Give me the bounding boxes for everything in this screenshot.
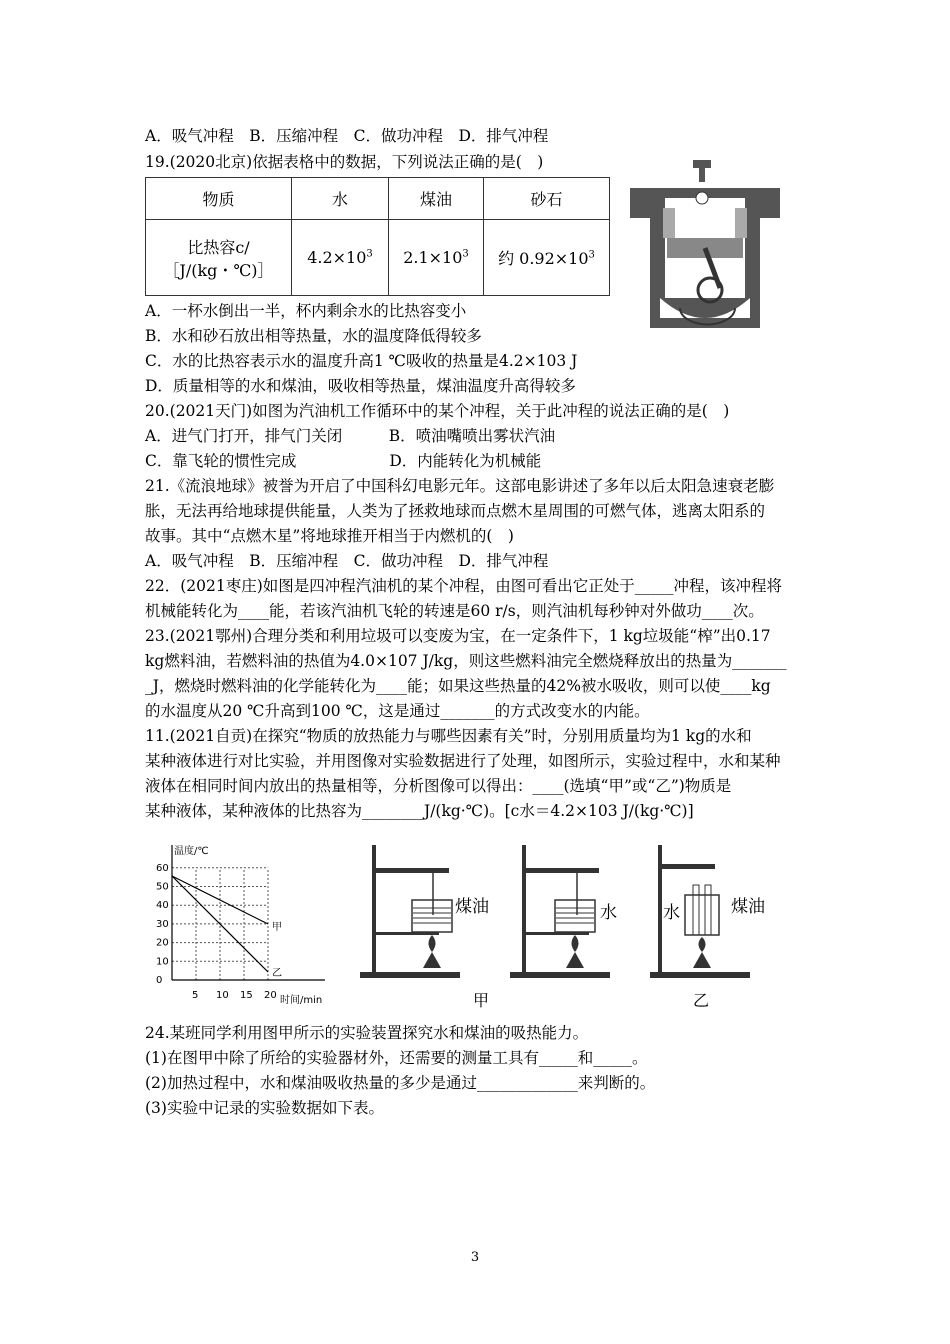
intake-valve-spring	[663, 208, 675, 238]
row-label-line: ［J/(kg・℃)］	[163, 260, 274, 280]
cell-value: 2.1×10	[403, 248, 463, 267]
kerosene-label: 煤油	[455, 897, 489, 917]
x-tick-label: 10	[216, 990, 229, 1001]
cell-exponent: 3	[462, 248, 469, 260]
x-axis-label: 时间/min	[280, 995, 323, 1006]
q24-1: (1)在图甲中除了所给的实验器材外，还需要的测量工具有_____和_____。	[145, 1049, 648, 1067]
q19-b: B．水和砂石放出相等热量，水的温度降低得较多	[145, 327, 482, 345]
y-tick-label: 30	[156, 918, 169, 930]
clamp-arm	[660, 864, 715, 869]
alcohol-lamp	[566, 952, 584, 968]
table-row-label	[146, 220, 292, 296]
water-label: 水	[600, 903, 617, 923]
q11-l3: 液体在相同时间内放出的热量相等，分析图像可以得出：____(选填“甲”或“乙”)物质是	[145, 777, 732, 795]
spark-plug-top	[693, 160, 711, 168]
clamp-arm	[524, 868, 599, 873]
test-tube-kerosene	[705, 885, 711, 935]
temperature-graph	[140, 840, 330, 1010]
flame-icon	[699, 937, 706, 952]
cell-exponent: 3	[588, 249, 595, 261]
kerosene-label: 煤油	[731, 897, 765, 917]
beaker	[685, 895, 719, 935]
q11-l4: 某种液体，某种液体的比热容为________J/(kg·℃)。[c水＝4.2×103 J/(kg·℃)]	[145, 802, 694, 820]
page-number: 3	[470, 1250, 480, 1265]
q22-l1: 22．(2021枣庄)如图是四冲程汽油机的某个冲程，由图可看出它正处于_____冲程，该冲程将	[145, 577, 783, 595]
y-tick-label: 0	[156, 975, 163, 986]
cell-value: 4.2×10	[307, 248, 367, 267]
caption-jia: 甲	[473, 991, 490, 1010]
q24-3: (3)实验中记录的实验数据如下表。	[145, 1099, 384, 1117]
q24-2: (2)加热过程中，水和煤油吸收热量的多少是通过_____________来判断的。	[145, 1074, 656, 1092]
q20-ab: A．进气门打开，排气门关闭 B．喷油嘴喷出雾状汽油	[145, 427, 556, 445]
stand-2	[510, 845, 617, 978]
spark-plug-stem	[699, 168, 705, 182]
alcohol-lamp	[423, 952, 441, 968]
liquid-lines	[556, 908, 594, 923]
q21-options: A．吸气冲程 B．压缩冲程 C．做功冲程 D．排气冲程	[145, 552, 549, 570]
q21-l1: 21.《流浪地球》被誉为开启了中国科幻电影元年。这部电影讲述了多年以后太阳急速衰老膨	[145, 477, 775, 495]
x-tick-label: 15	[240, 990, 253, 1001]
alcohol-lamp	[693, 952, 711, 968]
q21-l2: 胀，无法再给地球提供能量，人类为了拯救地球而点燃木星周围的可燃气体，逃离太阳系的	[145, 502, 766, 520]
q24-stem: 24.某班同学利用图甲所示的实验装置探究水和煤油的吸热能力。	[145, 1024, 589, 1042]
specific-heat-table	[145, 177, 610, 296]
q20-cd: C．靠飞轮的惯性完成 D．内能转化为机械能	[145, 452, 542, 470]
q18-options: A．吸气冲程 B．压缩冲程 C．做功冲程 D．排气冲程	[145, 127, 549, 145]
q23-l3: _J，燃烧时燃料油的化学能转化为____能；如果这些热量的42%被水吸收，则可以使____kg	[145, 677, 771, 695]
spark-icon	[696, 192, 708, 204]
q19-stem: 19.(2020北京)依据表格中的数据，下列说法正确的是( )	[145, 153, 544, 171]
stand-1	[360, 845, 489, 978]
liquid-lines	[413, 908, 451, 923]
flame-icon	[429, 935, 436, 952]
engine-diagram	[625, 158, 785, 338]
flame-icon	[572, 935, 579, 952]
exhaust-valve-spring	[735, 208, 747, 238]
water-label: 水	[663, 903, 680, 923]
y-tick-label: 10	[156, 956, 169, 968]
series-label-yi: 乙	[272, 968, 282, 979]
x-tick-label: 20	[264, 990, 277, 1001]
clamp-arm	[374, 868, 449, 873]
cell-exponent: 3	[366, 248, 373, 260]
q11-l1: 11.(2021自贡)在探究“物质的放热能力与哪些因素有关”时，分别用质量均为1 kg的水和	[145, 727, 752, 745]
q19-d: D．质量相等的水和煤油，吸收相等热量，煤油温度升高得较多	[145, 377, 576, 395]
x-tick-labels	[192, 990, 277, 1001]
y-tick-label: 50	[156, 881, 169, 893]
table-header: 煤油	[389, 178, 484, 220]
q19-c: C．水的比热容表示水的温度升高1 ℃吸收的热量是4.2×103 J	[145, 352, 578, 370]
stand-base	[650, 972, 750, 978]
q21-l3: 故事。其中“点燃木星”将地球推开相当于内燃机的( )	[145, 527, 514, 545]
q20-stem: 20.(2021天门)如图为汽油机工作循环中的某个冲程，关于此冲程的说法正确的是( )	[145, 402, 730, 420]
y-tick-label: 20	[156, 937, 169, 949]
table-cell	[484, 220, 610, 296]
y-tick-labels	[156, 863, 169, 986]
q22-l2: 机械能转化为____能，若该汽油机飞轮的转速是60 r/s，则汽油机每秒钟对外做功____次。	[145, 602, 764, 620]
stand-rod	[522, 845, 526, 973]
table-cell	[389, 220, 484, 296]
table-header: 砂石	[484, 178, 610, 220]
q19-a: A．一杯水倒出一半，杯内剩余水的比热容变小	[145, 302, 467, 320]
row-label-line: 比热容c/	[187, 237, 250, 257]
q23-l4: 的水温度从20 ℃升高到100 ℃，这是通过_______的方式改变水的内能。	[145, 702, 650, 720]
table-cell	[292, 220, 389, 296]
cell-value: 约 0.92×10	[498, 249, 589, 268]
q23-l2: kg燃料油，若燃料油的热值为4.0×107 J/kg，则这些燃料油完全燃烧释放出的热量为_______	[145, 652, 787, 670]
heating-apparatus	[355, 840, 785, 1020]
table-header: 物质	[146, 178, 292, 220]
table-header: 水	[292, 178, 389, 220]
y-tick-label: 40	[156, 900, 169, 912]
stand-3	[650, 845, 765, 978]
beaker	[555, 900, 595, 932]
q23-l1: 23.(2021鄂州)合理分类和利用垃圾可以变废为宝，在一定条件下，1 kg垃圾能“榨”出0.17	[145, 627, 771, 645]
stand-rod	[372, 845, 376, 973]
test-tube-water	[693, 885, 699, 935]
y-axis-label: 温度/℃	[174, 846, 209, 857]
caption-yi: 乙	[693, 991, 710, 1010]
beaker	[412, 900, 452, 932]
series-label-jia: 甲	[272, 922, 282, 933]
q11-l2: 某种液体进行对比实验，并用图像对实验数据进行了处理，如图所示，实验过程中，水和某种	[145, 752, 781, 770]
y-tick-label: 60	[156, 862, 169, 874]
x-tick-label: 5	[192, 990, 199, 1001]
